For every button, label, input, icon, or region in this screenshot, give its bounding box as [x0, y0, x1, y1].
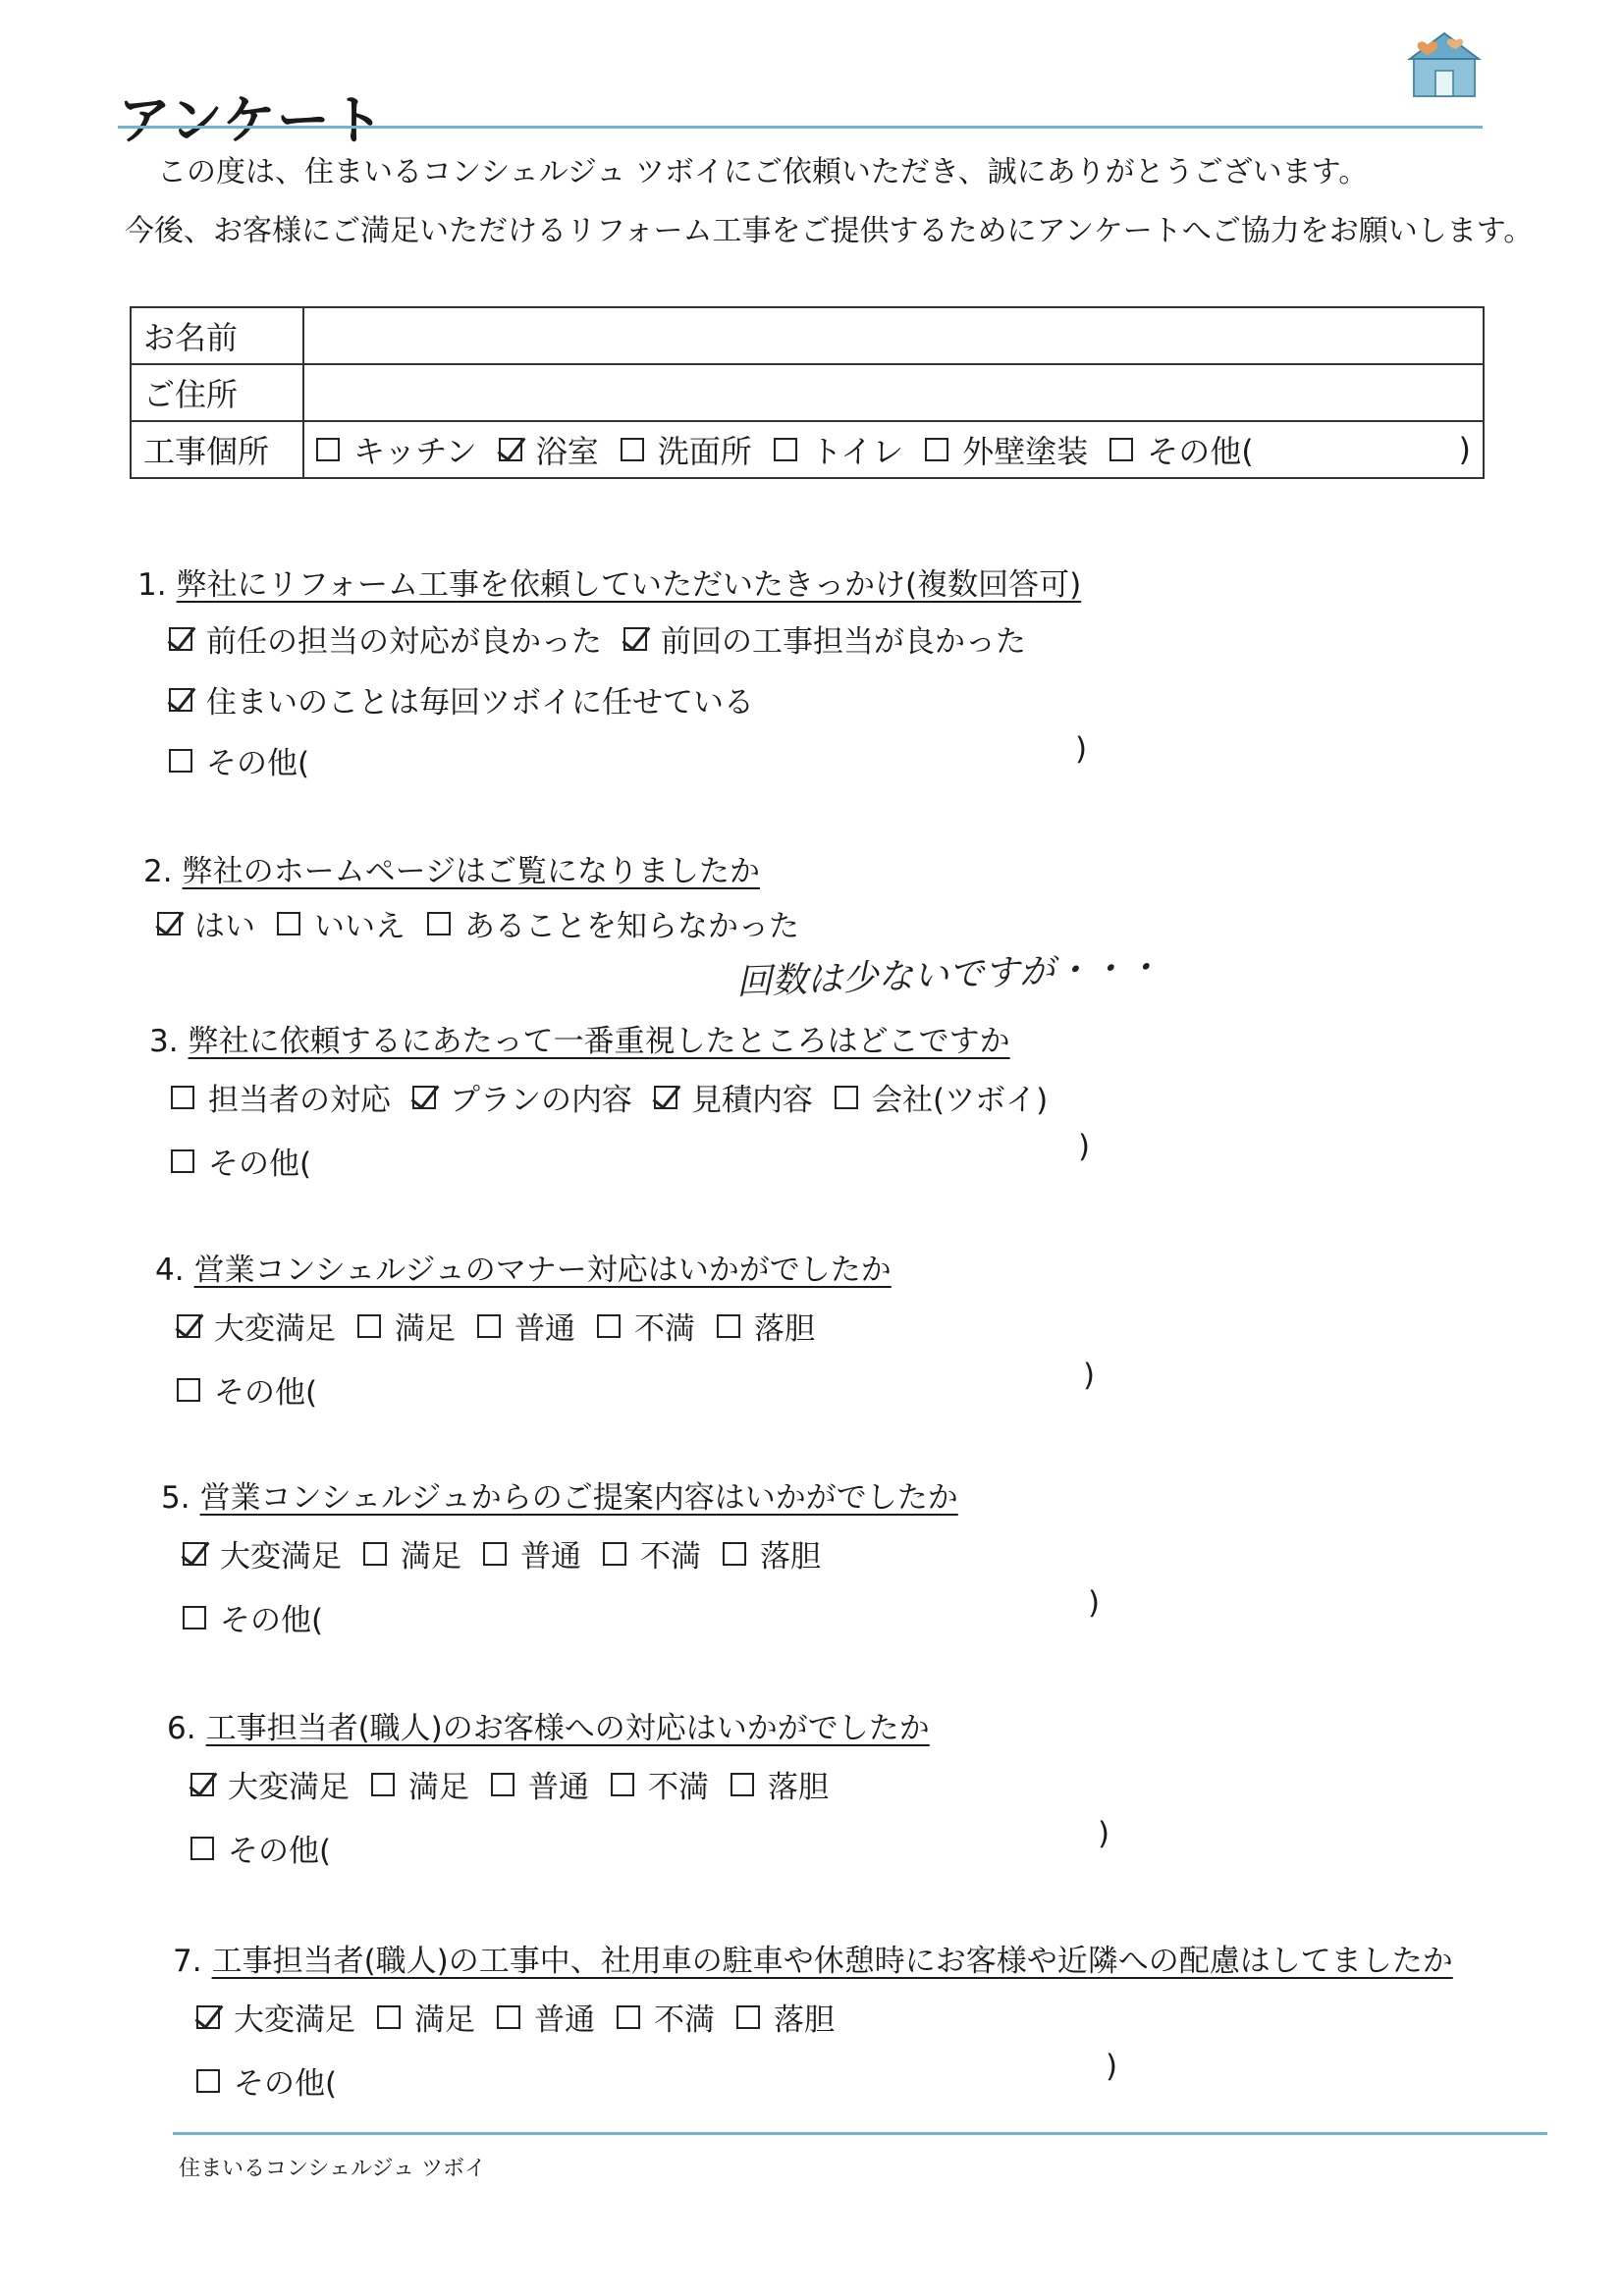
checkbox-option[interactable]	[654, 1075, 813, 1119]
checkbox-option[interactable]	[1109, 427, 1254, 472]
checkbox-checked-icon[interactable]	[183, 1542, 206, 1566]
checkbox-empty-icon[interactable]	[183, 1606, 206, 1629]
checkbox-label: 満足	[414, 2002, 475, 2038]
checkbox-label: 不満	[654, 2002, 715, 2038]
answer-row	[169, 677, 754, 721]
checkbox-empty-icon[interactable]	[357, 1314, 381, 1338]
checkbox-option[interactable]	[169, 616, 602, 661]
checkbox-checked-icon[interactable]	[190, 1773, 214, 1796]
question-6	[167, 1703, 930, 1747]
checkbox-label: その他(	[228, 1834, 332, 1869]
checkbox-label: その他(	[214, 1375, 318, 1411]
title-rule	[118, 126, 1483, 129]
answer-row	[183, 1595, 323, 1639]
checkbox-label: 見積内容	[691, 1083, 813, 1118]
checkbox-empty-icon[interactable]	[925, 438, 948, 461]
checkbox-empty-icon[interactable]	[171, 1149, 194, 1173]
checkbox-option[interactable]	[730, 1762, 829, 1806]
checkbox-option[interactable]	[427, 901, 799, 945]
checkbox-option[interactable]	[171, 1075, 391, 1119]
checkbox-option[interactable]	[499, 427, 599, 472]
checkbox-label: その他(	[206, 746, 310, 781]
checkbox-checked-icon[interactable]	[157, 912, 181, 935]
checkbox-label: 大変満足	[220, 1539, 342, 1575]
question-text: 営業コンシェルジュのマナー対応はいかがでしたか	[193, 1253, 892, 1288]
checkbox-empty-icon[interactable]	[427, 912, 451, 935]
checkbox-label: その他(	[208, 1147, 312, 1182]
checkbox-option[interactable]	[483, 1531, 581, 1575]
checkbox-label: 落胆	[768, 1770, 829, 1805]
checkbox-option[interactable]	[196, 2058, 337, 2103]
checkbox-option[interactable]	[169, 738, 309, 782]
checkbox-label: 落胆	[760, 1539, 821, 1575]
handwritten-note: 回数は少ないですが・・・	[735, 947, 1162, 1003]
question-1	[137, 560, 1081, 604]
checkbox-empty-icon[interactable]	[617, 2005, 640, 2029]
checkbox-label: 浴室	[535, 433, 599, 470]
question-number: 4.	[155, 1253, 185, 1288]
page-title: アンケート	[118, 89, 385, 151]
other-paren-close: )	[1083, 1358, 1096, 1393]
checkbox-option[interactable]	[277, 901, 406, 945]
answer-row	[171, 1139, 311, 1183]
checkbox-checked-icon[interactable]	[177, 1314, 200, 1338]
checkbox-empty-icon[interactable]	[621, 438, 644, 461]
checkbox-option[interactable]	[316, 427, 477, 472]
customer-info-table	[130, 306, 1485, 479]
checkbox-empty-icon[interactable]	[277, 912, 300, 935]
checkbox-label: 普通	[528, 1770, 589, 1805]
checkbox-label: トイレ	[810, 433, 904, 470]
checkbox-option[interactable]	[177, 1304, 336, 1348]
answer-row	[171, 1075, 1048, 1119]
question-text: 弊社に依頼するにあたって一番重視したところはどこですか	[188, 1024, 1010, 1059]
checkbox-label: 普通	[534, 2002, 595, 2038]
question-text: 工事担当者(職人)の工事中、社用車の駐車や休憩時にお客様や近隣への配慮はしてましたか	[211, 1944, 1453, 1979]
checkbox-checked-icon[interactable]	[623, 627, 647, 651]
name-label: お名前	[131, 307, 303, 364]
checkbox-label: 担当者の対応	[208, 1083, 391, 1118]
answer-row	[196, 2058, 337, 2103]
checkbox-option[interactable]	[196, 1995, 355, 2039]
checkbox-empty-icon[interactable]	[196, 2069, 220, 2093]
question-7	[173, 1936, 1453, 1980]
checkbox-option[interactable]	[497, 1995, 595, 2039]
checkbox-option[interactable]	[623, 616, 1026, 661]
question-2	[143, 846, 760, 890]
checkbox-empty-icon[interactable]	[717, 1314, 740, 1338]
checkbox-empty-icon[interactable]	[377, 2005, 401, 2029]
checkbox-label: いいえ	[314, 909, 406, 944]
checkbox-option[interactable]	[835, 1075, 1048, 1119]
answer-row	[177, 1304, 815, 1348]
checkbox-checked-icon[interactable]	[196, 2005, 220, 2029]
checkbox-label: 不満	[634, 1311, 695, 1347]
answer-row	[190, 1762, 829, 1806]
question-number: 5.	[161, 1480, 190, 1516]
checkbox-label: 住まいのことは毎回ツボイに任せている	[206, 685, 754, 721]
checkbox-empty-icon[interactable]	[316, 438, 340, 461]
checkbox-option[interactable]	[717, 1304, 815, 1348]
house-heart-logo-icon	[1406, 27, 1483, 100]
checkbox-label: 洗面所	[657, 433, 752, 470]
other-paren-close: )	[1088, 1585, 1101, 1621]
intro-line-1: この度は、住まいるコンシェルジュ ツボイにご依頼いただき、誠にありがとうございます。	[157, 155, 1369, 189]
checkbox-label: 不満	[640, 1539, 701, 1575]
intro-line-2: 今後、お客様にご満足いただけるリフォーム工事をご提供するためにアンケートへご協力をお願いします。	[125, 214, 1534, 248]
checkbox-label: 前任の担当の対応が良かった	[206, 624, 602, 660]
checkbox-label: はい	[194, 909, 255, 944]
checkbox-option[interactable]	[617, 1995, 715, 2039]
checkbox-empty-icon[interactable]	[497, 2005, 520, 2029]
checkbox-checked-icon[interactable]	[412, 1086, 436, 1109]
checkbox-option[interactable]	[774, 427, 903, 472]
checkbox-empty-icon[interactable]	[371, 1773, 395, 1796]
checkbox-option[interactable]	[157, 901, 255, 945]
other-paren-close: )	[1078, 1129, 1091, 1164]
checkbox-option[interactable]	[183, 1531, 342, 1575]
checkbox-empty-icon[interactable]	[835, 1086, 858, 1109]
checkbox-label: プランの内容	[450, 1083, 632, 1118]
question-number: 7.	[173, 1944, 202, 1979]
address-label: ご住所	[131, 364, 303, 421]
question-3	[149, 1016, 1010, 1060]
checkbox-checked-icon[interactable]	[499, 438, 522, 461]
question-4	[155, 1245, 892, 1289]
checkbox-label: キッチン	[353, 433, 477, 470]
checkbox-empty-icon[interactable]	[477, 1314, 501, 1338]
other-paren-close: )	[1098, 1816, 1110, 1851]
checkbox-label: 大変満足	[234, 2002, 355, 2038]
checkbox-label: 不満	[648, 1770, 709, 1805]
answer-row	[196, 1995, 835, 2039]
checkbox-label: 前回の工事担当が良かった	[661, 624, 1026, 660]
checkbox-option[interactable]	[177, 1367, 317, 1412]
answer-row	[183, 1531, 821, 1575]
question-text: 弊社のホームページはご覧になりましたか	[182, 854, 760, 889]
checkbox-empty-icon[interactable]	[177, 1378, 200, 1402]
checkbox-checked-icon[interactable]	[654, 1086, 677, 1109]
checkbox-option[interactable]	[597, 1304, 695, 1348]
checkbox-empty-icon[interactable]	[774, 438, 797, 461]
checkbox-label: 会社(ツボイ)	[872, 1083, 1049, 1118]
checkbox-empty-icon[interactable]	[603, 1542, 626, 1566]
checkbox-empty-icon[interactable]	[483, 1542, 507, 1566]
checkbox-label: 満足	[408, 1770, 469, 1805]
checkbox-checked-icon[interactable]	[169, 627, 192, 651]
checkbox-option[interactable]	[736, 1995, 835, 2039]
checkbox-empty-icon[interactable]	[190, 1837, 214, 1860]
answer-row	[169, 738, 309, 782]
checkbox-option[interactable]	[169, 677, 754, 721]
question-number: 2.	[143, 854, 173, 889]
question-text: 工事担当者(職人)のお客様への対応はいかがでしたか	[205, 1711, 930, 1746]
checkbox-empty-icon[interactable]	[597, 1314, 621, 1338]
checkbox-empty-icon[interactable]	[736, 2005, 760, 2029]
checkbox-empty-icon[interactable]	[730, 1773, 754, 1796]
question-number: 1.	[137, 567, 167, 603]
checkbox-option[interactable]	[377, 1995, 475, 2039]
checkbox-option[interactable]	[363, 1531, 461, 1575]
footer-rule	[173, 2132, 1547, 2135]
checkbox-checked-icon[interactable]	[169, 688, 192, 712]
answer-row	[177, 1367, 317, 1412]
address-field[interactable]	[303, 364, 1484, 421]
checkbox-label: 満足	[401, 1539, 461, 1575]
checkbox-empty-icon[interactable]	[491, 1773, 514, 1796]
checkbox-option[interactable]	[183, 1595, 323, 1639]
site-label: 工事個所	[131, 421, 303, 478]
checkbox-empty-icon[interactable]	[363, 1542, 387, 1566]
checkbox-empty-icon[interactable]	[171, 1086, 194, 1109]
checkbox-label: 落胆	[754, 1311, 815, 1347]
checkbox-option[interactable]	[357, 1304, 456, 1348]
checkbox-option[interactable]	[491, 1762, 589, 1806]
checkbox-label: 大変満足	[228, 1770, 350, 1805]
checkbox-option[interactable]	[412, 1075, 632, 1119]
question-5	[161, 1472, 958, 1517]
checkbox-empty-icon[interactable]	[611, 1773, 634, 1796]
checkbox-empty-icon[interactable]	[169, 749, 192, 773]
question-number: 6.	[167, 1711, 196, 1746]
checkbox-option[interactable]	[371, 1762, 469, 1806]
checkbox-option[interactable]	[603, 1531, 701, 1575]
question-number: 3.	[149, 1024, 179, 1059]
checkbox-option[interactable]	[190, 1826, 331, 1870]
other-paren-close: )	[1075, 731, 1088, 767]
checkbox-option[interactable]	[723, 1531, 821, 1575]
site-paren-close: )	[1458, 431, 1471, 468]
footer-company: 住まいるコンシェルジュ ツボイ	[179, 2157, 487, 2181]
name-field[interactable]	[303, 307, 1484, 364]
answer-row	[157, 901, 799, 945]
question-text: 営業コンシェルジュからのご提案内容はいかがでしたか	[199, 1480, 958, 1516]
checkbox-option[interactable]	[477, 1304, 575, 1348]
checkbox-empty-icon[interactable]	[723, 1542, 746, 1566]
checkbox-empty-icon[interactable]	[1109, 438, 1133, 461]
other-paren-close: )	[1106, 2049, 1118, 2084]
checkbox-label: 満足	[395, 1311, 456, 1347]
checkbox-option[interactable]	[611, 1762, 709, 1806]
checkbox-label: 普通	[520, 1539, 581, 1575]
checkbox-label: 大変満足	[214, 1311, 336, 1347]
checkbox-label: あることを知らなかった	[464, 909, 799, 944]
answer-row	[190, 1826, 331, 1870]
checkbox-label: 外壁塗装	[962, 433, 1089, 470]
checkbox-option[interactable]	[925, 427, 1088, 472]
checkbox-label: その他(	[220, 1603, 324, 1638]
checkbox-label: その他(	[234, 2066, 338, 2102]
checkbox-option[interactable]	[621, 427, 752, 472]
site-options	[303, 421, 1484, 478]
checkbox-label: 普通	[514, 1311, 575, 1347]
checkbox-label: その他(	[1147, 433, 1254, 470]
answer-row	[169, 616, 1026, 661]
checkbox-label: 落胆	[774, 2002, 835, 2038]
checkbox-option[interactable]	[171, 1139, 311, 1183]
question-text: 弊社にリフォーム工事を依頼していただいたきっかけ(複数回答可)	[176, 567, 1082, 603]
checkbox-option[interactable]	[190, 1762, 350, 1806]
